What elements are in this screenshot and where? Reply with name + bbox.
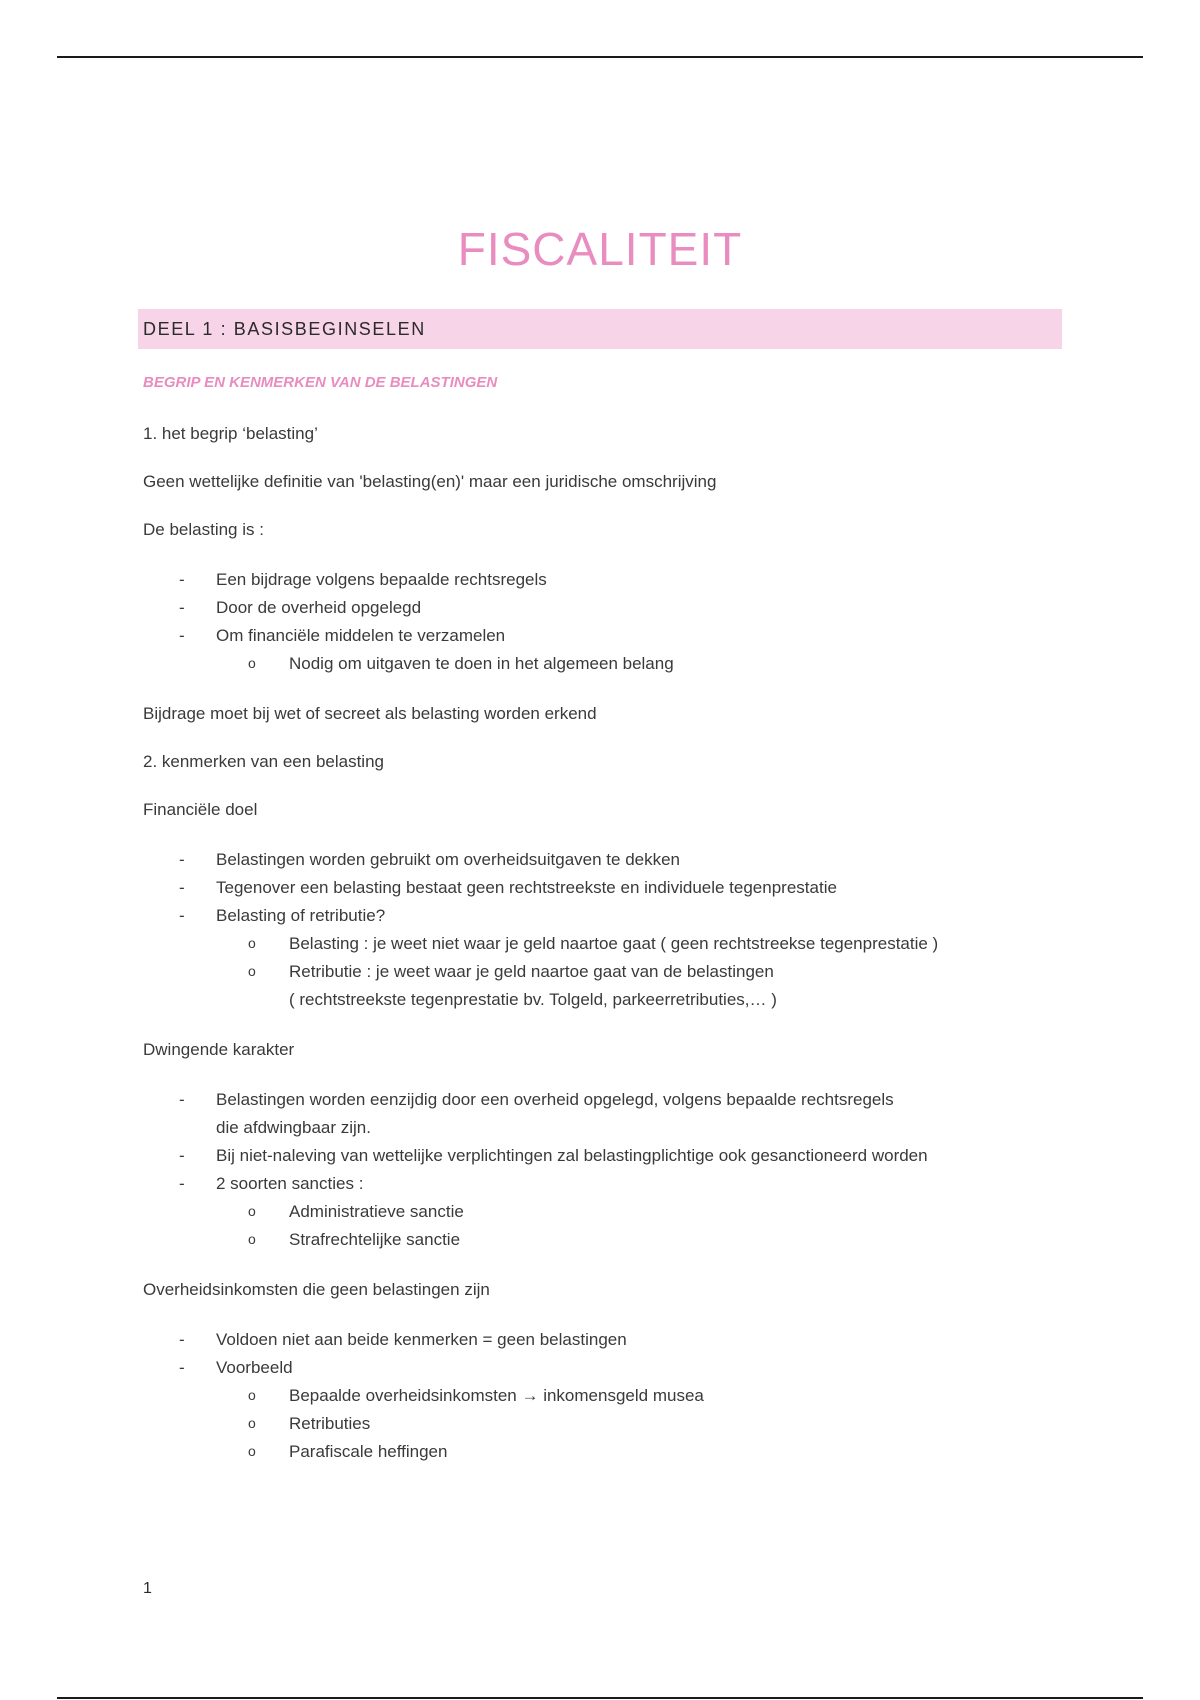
list-item: - Belastingen worden gebruikt om overheidsuitgaven te dekken <box>143 846 1063 874</box>
sub-list <box>216 930 1063 1014</box>
sub-list <box>216 1198 1063 1254</box>
list-item-text: Voorbeeld <box>216 1358 293 1377</box>
list-item-text: 2 soorten sancties : <box>216 1174 364 1193</box>
paragraph: Overheidsinkomsten die geen belastingen zijn <box>143 1280 490 1299</box>
paragraph: De belasting is : <box>143 520 264 539</box>
sub-list <box>216 1382 1063 1466</box>
paragraph: Bijdrage moet bij wet of secreet als belasting worden erkend <box>143 704 597 723</box>
document-title: FISCALITEIT <box>457 223 743 275</box>
sub-list-item: o Belasting : je weet niet waar je geld naartoe gaat ( geen rechtstreekse tegenprestatie ) <box>216 930 1063 958</box>
subheading: BEGRIP EN KENMERKEN VAN DE BELASTINGEN <box>143 374 498 391</box>
list-item: - Tegenover een belasting bestaat geen rechtstreekste en individuele tegenprestatie <box>143 874 1063 902</box>
bullet-list <box>143 1326 1063 1466</box>
paragraph: 1. het begrip ‘belasting’ <box>143 424 318 443</box>
bullet-list <box>143 846 1063 1014</box>
sub-list-item: o Administratieve sanctie <box>216 1198 1063 1226</box>
page-number: 1 <box>143 1580 152 1597</box>
sub-list-item: o Strafrechtelijke sanctie <box>216 1226 1063 1254</box>
list-item <box>143 1170 1063 1254</box>
sub-list-item: o Retributies <box>216 1410 1063 1438</box>
header-rule <box>57 56 1143 58</box>
list-item <box>143 902 1063 1014</box>
section-heading-bar <box>138 309 1062 349</box>
footer-rule <box>57 1697 1143 1699</box>
sub-list-item: o Bepaalde overheidsinkomsten → inkomensgeld musea <box>216 1382 1063 1410</box>
list-item: - Voldoen niet aan beide kenmerken = geen belastingen <box>143 1326 1063 1354</box>
sub-list-item: o Nodig om uitgaven te doen in het algemeen belang <box>216 650 1063 678</box>
list-item-text: Belasting of retributie? <box>216 906 386 925</box>
paragraph: Dwingende karakter <box>143 1040 295 1059</box>
list-item: - Belastingen worden eenzijdig door een overheid opgelegd, volgens bepaalde rechtsregels die afdwingbaar zijn. <box>143 1086 1063 1142</box>
list-item-text: Om financiële middelen te verzamelen <box>216 626 506 645</box>
list-item: - Bij niet-naleving van wettelijke verplichtingen zal belastingplichtige ook gesanctioneerd worden <box>143 1142 1063 1170</box>
list-item: - Een bijdrage volgens bepaalde rechtsregels <box>143 566 1063 594</box>
sub-list-item-text: o Retributie : je weet waar je geld naartoe gaat van de belastingen <box>289 962 774 981</box>
bullet-list <box>143 566 1063 678</box>
list-item: - Door de overheid opgelegd <box>143 594 1063 622</box>
sub-list-item-continuation: ( rechtstreekste tegenprestatie bv. Tolgeld, parkeerretributies,… ) <box>289 990 777 1009</box>
list-item <box>143 1354 1063 1466</box>
sub-list <box>216 650 1063 678</box>
sub-list-item <box>216 958 1063 1014</box>
section-heading: DEEL 1 : BASISBEGINSELEN <box>143 318 426 339</box>
document-body <box>143 374 1063 1490</box>
list-item <box>143 622 1063 678</box>
paragraph: Financiële doel <box>143 800 258 819</box>
paragraph: 2. kenmerken van een belasting <box>143 752 384 771</box>
sub-list-item: o Parafiscale heffingen <box>216 1438 1063 1466</box>
bullet-list <box>143 1086 1063 1254</box>
paragraph: Geen wettelijke definitie van 'belasting(en)' maar een juridische omschrijving <box>143 472 717 491</box>
